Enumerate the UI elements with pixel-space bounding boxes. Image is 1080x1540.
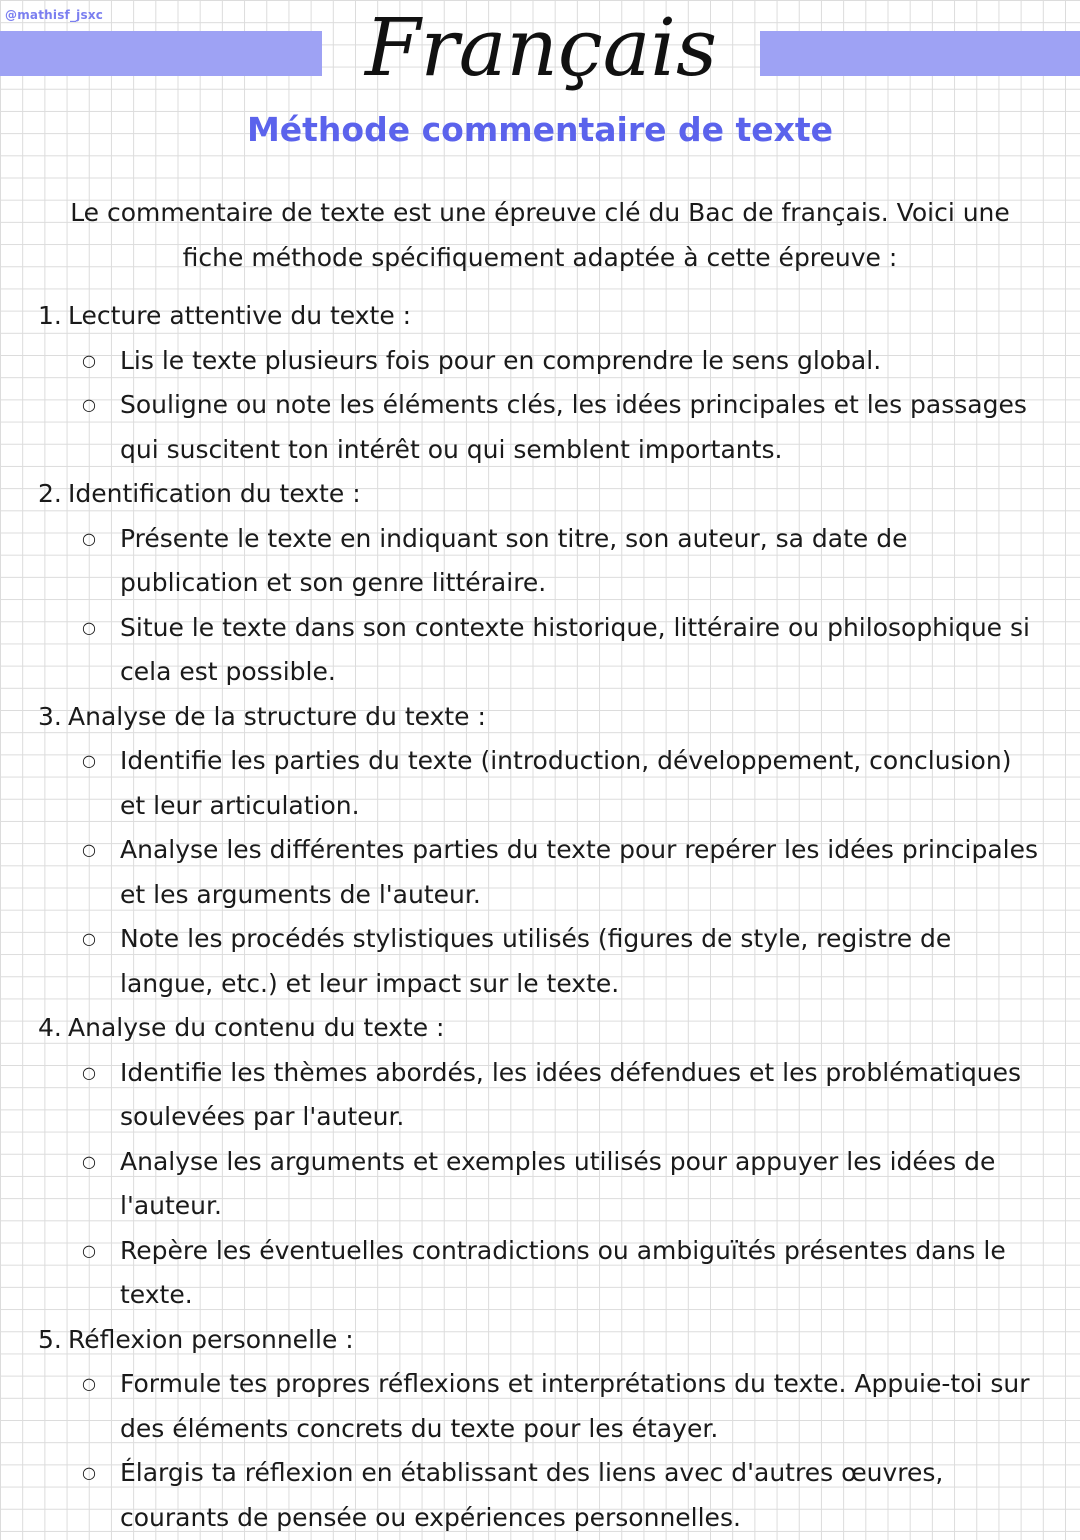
- section-title: Réflexion personnelle :: [68, 1318, 354, 1363]
- circle-bullet-icon: ○: [82, 1451, 120, 1540]
- section-heading: [38, 1318, 1040, 1363]
- list-item: [38, 606, 1040, 695]
- list-item: [38, 739, 1040, 828]
- author-handle: @mathisf_jsxc: [5, 8, 103, 22]
- list-item: [38, 1140, 1040, 1229]
- list-item: [38, 1451, 1040, 1540]
- method-section: [38, 695, 1040, 1007]
- circle-bullet-icon: ○: [82, 606, 120, 695]
- section-heading: [38, 472, 1040, 517]
- section-title: Identification du texte :: [68, 472, 361, 517]
- circle-bullet-icon: ○: [82, 917, 120, 1006]
- circle-bullet-icon: ○: [82, 339, 120, 384]
- intro-paragraph: Le commentaire de texte est une épreuve clé du Bac de français. Voici une fiche méthode spécifiquement adaptée à cette épreuve :: [40, 191, 1040, 280]
- circle-bullet-icon: ○: [82, 1362, 120, 1451]
- section-title: Analyse de la structure du texte :: [68, 695, 486, 740]
- list-item-text: Élargis ta réflexion en établissant des liens avec d'autres œuvres, courants de pensée ou expériences personnelles.: [120, 1451, 1040, 1540]
- header-band-right: [760, 31, 1080, 76]
- list-item-text: Note les procédés stylistiques utilisés (figures de style, registre de langue, etc.) et leur impact sur le texte.: [120, 917, 1040, 1006]
- circle-bullet-icon: ○: [82, 1140, 120, 1229]
- circle-bullet-icon: ○: [82, 517, 120, 606]
- list-item: [38, 383, 1040, 472]
- list-item-text: Repère les éventuelles contradictions ou ambiguïtés présentes dans le texte.: [120, 1229, 1040, 1318]
- method-section: [38, 294, 1040, 472]
- section-heading: [38, 1006, 1040, 1051]
- method-list: [38, 294, 1040, 1540]
- page-subtitle: Méthode commentaire de texte: [0, 110, 1080, 149]
- list-item: [38, 339, 1040, 384]
- list-item-text: Analyse les arguments et exemples utilisés pour appuyer les idées de l'auteur.: [120, 1140, 1040, 1229]
- list-item-text: Analyse les différentes parties du texte pour repérer les idées principales et les arguments de l'auteur.: [120, 828, 1040, 917]
- circle-bullet-icon: ○: [82, 1229, 120, 1318]
- circle-bullet-icon: ○: [82, 1051, 120, 1140]
- list-item: [38, 1362, 1040, 1451]
- list-item: [38, 1229, 1040, 1318]
- list-item-text: Identifie les parties du texte (introduction, développement, conclusion) et leur articulation.: [120, 739, 1040, 828]
- method-section: [38, 1318, 1040, 1540]
- section-number: 3.: [38, 695, 68, 740]
- page-title: Français: [322, 0, 760, 98]
- list-item-text: Identifie les thèmes abordés, les idées défendues et les problématiques soulevées par l'auteur.: [120, 1051, 1040, 1140]
- list-item: [38, 1051, 1040, 1140]
- section-number: 2.: [38, 472, 68, 517]
- section-title: Lecture attentive du texte :: [68, 294, 411, 339]
- list-item-text: Formule tes propres réflexions et interprétations du texte. Appuie-toi sur des éléments concrets du texte pour les étayer.: [120, 1362, 1040, 1451]
- section-number: 5.: [38, 1318, 68, 1363]
- circle-bullet-icon: ○: [82, 383, 120, 472]
- list-item: [38, 828, 1040, 917]
- section-heading: [38, 294, 1040, 339]
- list-item-text: Présente le texte en indiquant son titre, son auteur, sa date de publication et son genre littéraire.: [120, 517, 1040, 606]
- list-item-text: Situe le texte dans son contexte historique, littéraire ou philosophique si cela est possible.: [120, 606, 1040, 695]
- header-band-left: [0, 31, 322, 76]
- list-item-text: Lis le texte plusieurs fois pour en comprendre le sens global.: [120, 339, 881, 384]
- list-item: [38, 917, 1040, 1006]
- section-number: 1.: [38, 294, 68, 339]
- circle-bullet-icon: ○: [82, 739, 120, 828]
- method-section: [38, 1006, 1040, 1318]
- section-title: Analyse du contenu du texte :: [68, 1006, 444, 1051]
- list-item: [38, 517, 1040, 606]
- section-number: 4.: [38, 1006, 68, 1051]
- list-item-text: Souligne ou note les éléments clés, les idées principales et les passages qui suscitent ton intérêt ou qui semblent importants.: [120, 383, 1040, 472]
- section-heading: [38, 695, 1040, 740]
- method-section: [38, 472, 1040, 695]
- circle-bullet-icon: ○: [82, 828, 120, 917]
